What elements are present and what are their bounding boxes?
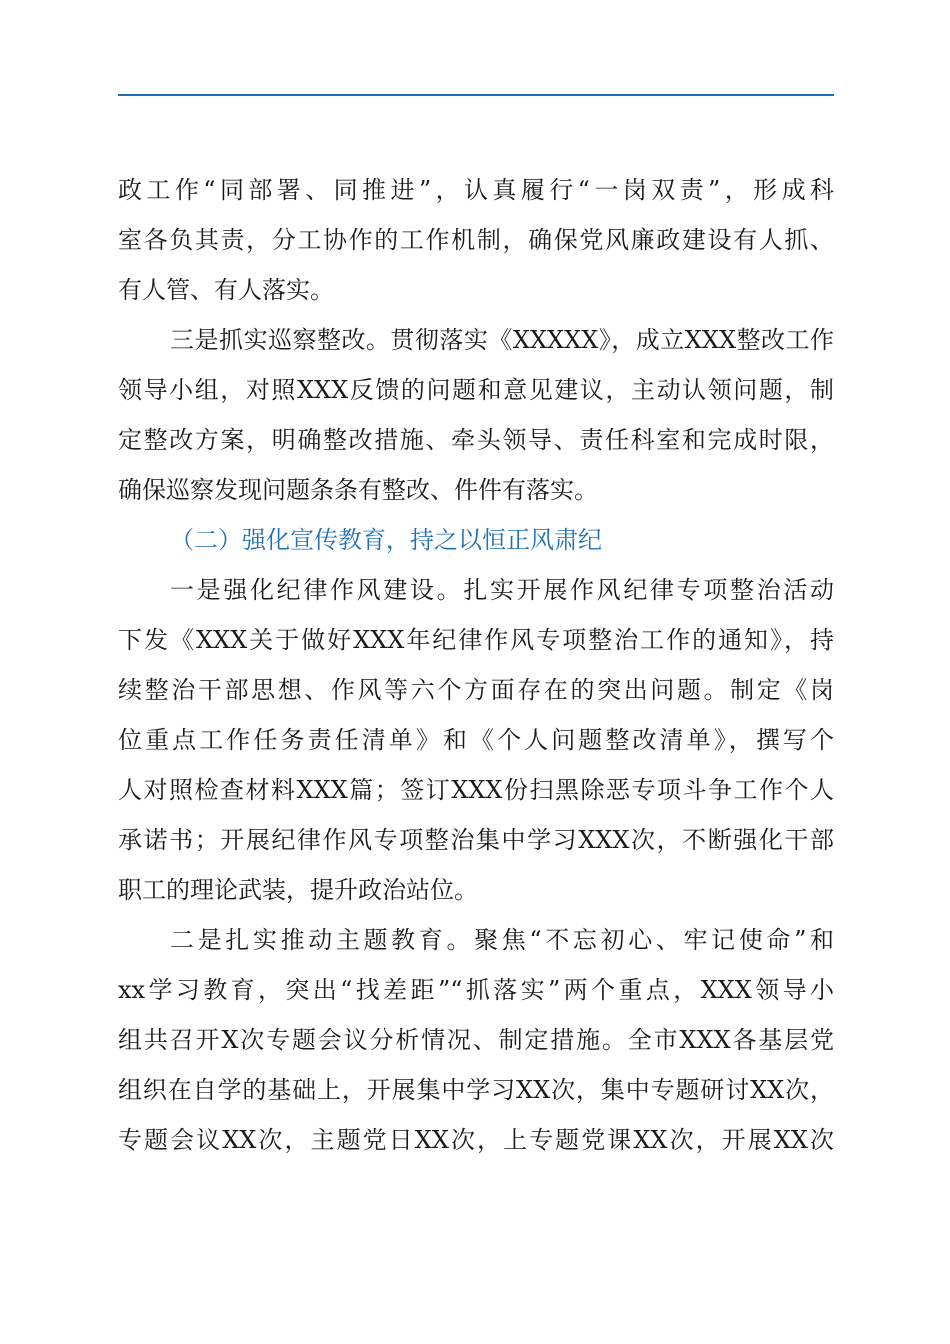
text-line: 组织在自学的基础上，开展集中学习XX次，集中专题研讨XX次， — [118, 1076, 834, 1104]
text-line: 三是抓实巡察整改。贯彻落实《XXXXX》，成立XXX整改工作 — [170, 326, 834, 354]
text-line: 下发《XXX关于做好XXX年纪律作风专项整治工作的通知》，持 — [118, 626, 834, 654]
text-line: 二是扎实推动主题教育。聚焦“不忘初心、牢记使命”和 — [170, 926, 834, 954]
document-body — [118, 165, 834, 1165]
text-line: 承诺书；开展纪律作风专项整治集中学习XXX次，不断强化干部 — [118, 826, 834, 854]
text-line: 领导小组，对照XXX反馈的问题和意见建议，主动认领问题，制 — [118, 376, 834, 404]
text-line: 组共召开X次专题会议分析情况、制定措施。全市XXX各基层党 — [118, 1026, 834, 1054]
text-line: 政工作“同部署、同推进”，认真履行“一岗双责”，形成科 — [118, 176, 834, 204]
text-line: 人对照检查材料XXX篇；签订XXX份扫黑除恶专项斗争工作个人 — [118, 776, 834, 804]
text-line: 一是强化纪律作风建设。扎实开展作风纪律专项整治活动 — [170, 576, 834, 604]
text-line: 定整改方案，明确整改措施、牵头领导、责任科室和完成时限， — [118, 426, 834, 454]
text-line: xx学习教育，突出“找差距”“抓落实”两个重点，XXX领导小 — [118, 976, 834, 1004]
text-line: 确保巡察发现问题条条有整改、件件有落实。 — [118, 476, 598, 504]
header-rule — [118, 94, 834, 96]
paragraph-inspection-rectification — [118, 315, 834, 515]
text-line: 续整治干部思想、作风等六个方面存在的突出问题。制定《岗 — [118, 676, 834, 704]
paragraph-continuation — [118, 165, 834, 315]
text-line: 位重点工作任务责任清单》和《个人问题整改清单》，撰写个 — [118, 726, 834, 754]
paragraph-theme-education — [118, 915, 834, 1165]
paragraph-discipline — [118, 565, 834, 915]
section-heading: （二）强化宣传教育，持之以恒正风肃纪 — [170, 526, 602, 554]
text-line: 专题会议XX次，主题党日XX次，上专题党课XX次，开展XX次 — [118, 1126, 834, 1154]
text-line: 有人管、有人落实。 — [118, 276, 334, 304]
text-line: 室各负其责，分工协作的工作机制，确保党风廉政建设有人抓、 — [118, 226, 834, 254]
text-line: 职工的理论武装，提升政治站位。 — [118, 876, 478, 904]
